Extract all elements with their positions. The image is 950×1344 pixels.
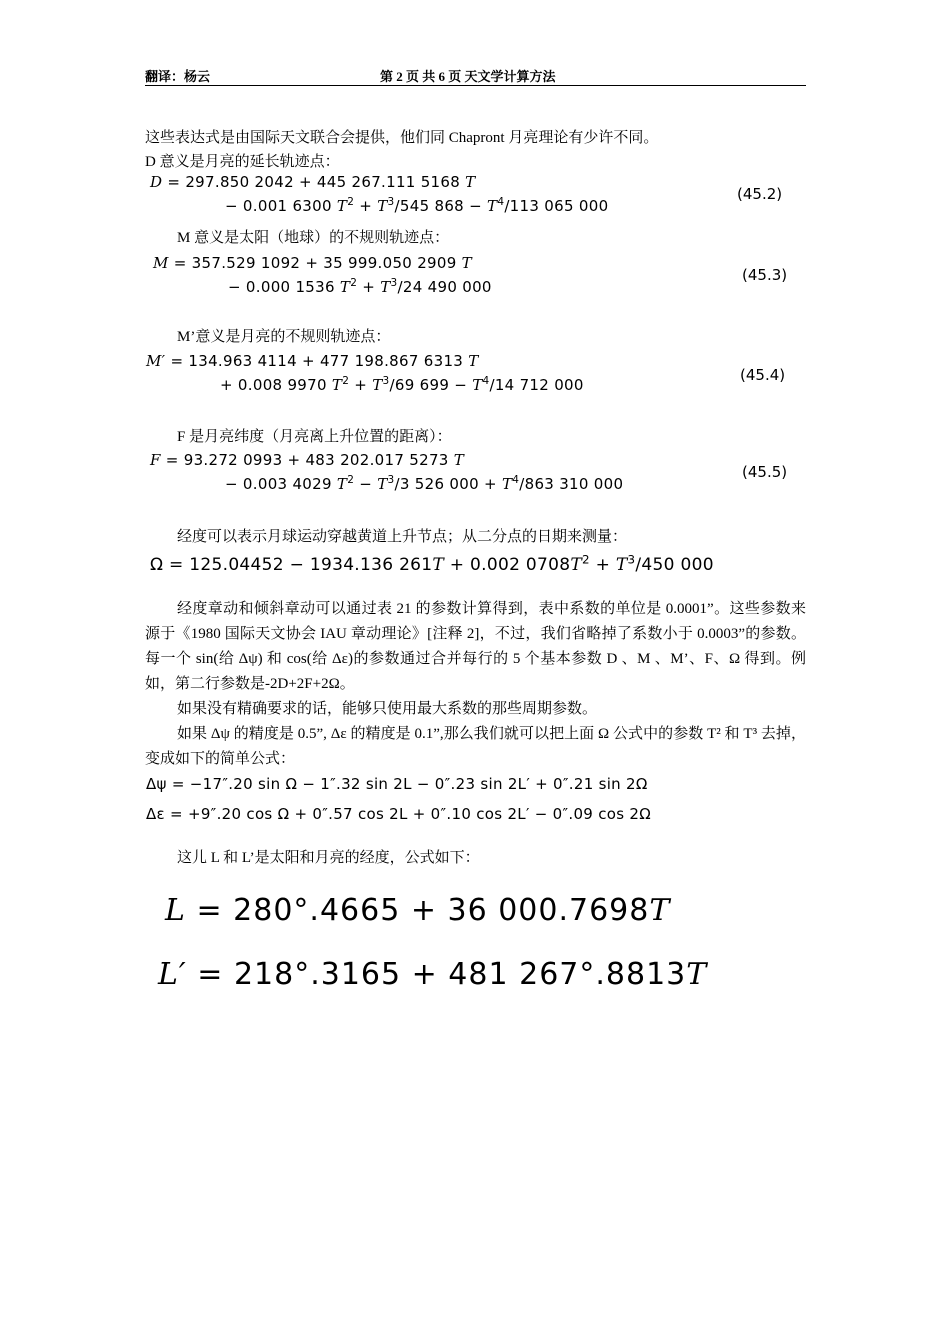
f-label: F 是月亮纬度（月亮离上升位置的距离）：	[177, 429, 452, 445]
d-label: D 意义是月亮的延长轨迹点：	[145, 154, 340, 170]
eq-45-5-number: (45.5)	[742, 463, 788, 481]
omega-equation: Ω = 125.04452 − 1934.136 261T + 0.002 $0708T^2 + T^3/450$ 000	[150, 552, 714, 575]
header-translator: 翻译：杨云	[145, 69, 211, 84]
eq-45-5-line2: − 0.003 4029 $T^2 - T^3/3$ 526 $000 + T^4/863$ 310 000	[225, 474, 624, 493]
omega-label: 经度可以表示月球运动穿越黄道上升节点；从二分点的日期来测量：	[177, 529, 628, 545]
delta-psi-equation: Δψ = −17″.20 sin Ω − 1″.32 sin 2L − 0″.23 sin 2L′ + 0″.21 sin 2Ω	[146, 775, 648, 793]
header-page-info: 第 2 页 共 6 页 天文学计算方法	[380, 69, 556, 84]
eq-45-5-lhs: F	[150, 451, 161, 469]
l-label: 这儿 L 和 L’是太阳和月亮的经度，公式如下：	[177, 850, 480, 866]
m-label: M 意义是太阳（地球）的不规则轨迹点：	[177, 230, 450, 246]
mp-label: M’意义是月亮的不规则轨迹点：	[177, 329, 391, 345]
l-lhs: L	[165, 893, 186, 928]
eq-45-5-line1: F = 93.272 0993 + 483 202.017 5273 T	[150, 451, 465, 469]
paragraph-precision: 如果 Δψ 的精度是 0.5”, Δε 的精度是 0.1”,那么我们就可以把上面 Ω 公式中的参数 T² 和 T³ 去掉，变成如下的简单公式：	[145, 726, 806, 767]
eq-45-4-line2: + 0.008 9970 $T^2 + T^3/69$ $699 - T^4/14$ 712 000	[220, 375, 584, 394]
eq-45-3-line2: − 0.000 1536 $T^2 + T^3/24$ 490 000	[228, 277, 492, 296]
eq-45-3-number: (45.3)	[742, 266, 788, 284]
eq-45-4-lhs: M′	[146, 352, 166, 370]
omega-lhs: Ω	[150, 555, 164, 575]
paragraph-largest-coefficients: 如果没有精确要求的话，能够只使用最大系数的那些周期参数。	[177, 701, 598, 717]
eq-45-4-number: (45.4)	[740, 366, 786, 384]
header-rule	[145, 85, 806, 86]
eq-45-3-line1: M = 357.529 1092 + 35 999.050 2909 T	[153, 254, 472, 272]
eq-45-2-line2: − 0.001 6300 $T^2 + T^3/545$ $868 - T^4/113$ 065 000	[225, 196, 609, 215]
paragraph-nutation-terms: 经度章动和倾斜章动可以通过表 21 的参数计算得到，表中系数的单位是 0.0001”。这些参数来源于《1980 国际天文协会 IAU 章动理论》[注释 2]，不过，我们省略掉了系数小于 0.0003”的参数。每一个 sin(给 Δψ) 和 cos(给 Δε)的参数通过合并每行的 5 个基本参数 D 、M 、M’、F、Ω 得到。例如，第二行参数是-2D+2F+2Ω。	[145, 601, 806, 692]
delta-epsilon-equation: Δε = +9″.20 cos Ω + 0″.57 cos 2L + 0″.10 cos 2L′ − 0″.09 cos 2Ω	[146, 805, 652, 823]
eq-45-2-line1: D = 297.850 2042 + 445 267.111 5168 T	[150, 173, 476, 191]
intro-text: 这些表达式是由国际天文联合会提供，他们同 Chapront 月亮理论有少许不同。	[145, 130, 659, 146]
l-prime-lhs: L′	[158, 957, 187, 992]
l-prime-equation: L′ = 218°.3165 + 481 267°.8813T	[158, 957, 708, 992]
eq-45-2-number: (45.2)	[737, 185, 783, 203]
eq-45-4-line1: M′ = 134.963 4114 + 477 198.867 6313 T	[146, 352, 479, 370]
eq-45-3-lhs: M	[153, 254, 169, 272]
eq-45-2-lhs: D	[150, 173, 163, 191]
l-equation: L = 280°.4665 + 36 000.7698T	[165, 893, 671, 928]
